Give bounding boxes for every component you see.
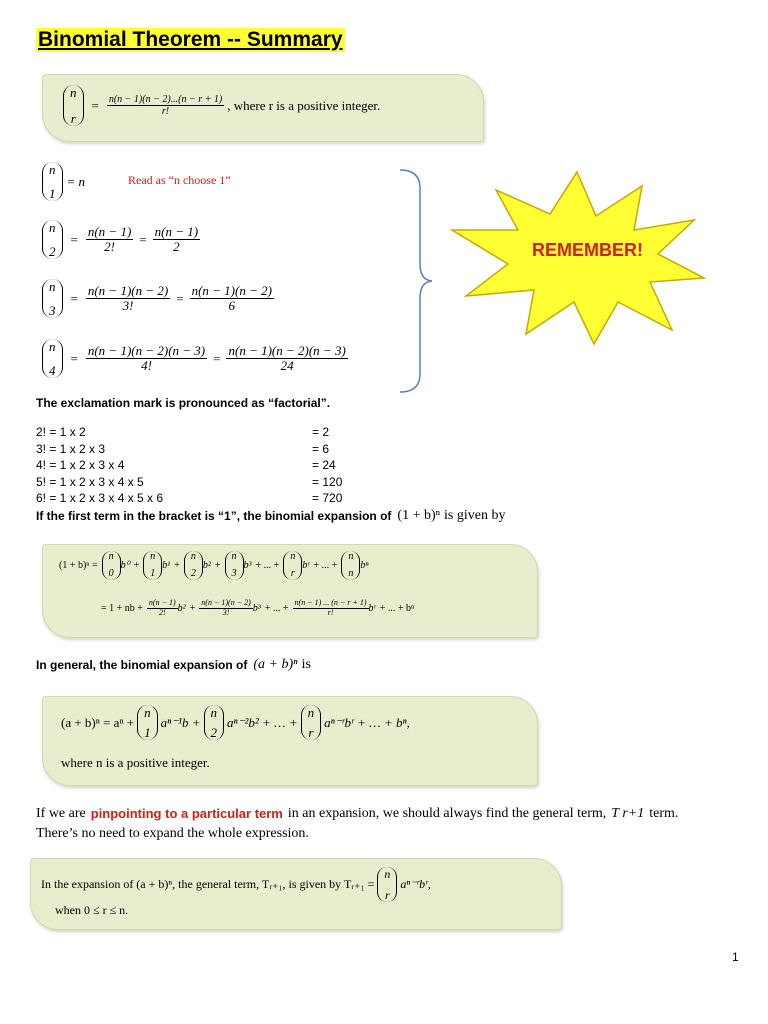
expansion-box-1 — [42, 544, 538, 638]
expansion-1-line-2: = 1 + nb + $\frac{n(n - 1)}{2!}$ b² + $\frac{n(n - 1)(n - 2)}{3!}$ b³ + ... + $\frac{n(n - 1) ... (n - r + 1)}{r!}$ bʳ + ... + bⁿ — [101, 598, 415, 617]
factorial-row: 2! = 1 x 2 = 2 — [36, 425, 330, 439]
expansion-1-line-1: (1 + b)ⁿ = n 0 b⁰ + n 1 b¹ + n 2 b² + n 3 b³ + ... + n r bʳ + ... + n n bⁿ — [59, 551, 369, 579]
choose-1-row: n 1 = n — [42, 162, 85, 201]
factorial-row: 4! = 1 x 2 x 3 x 4 = 24 — [36, 458, 336, 472]
definition-fraction: $\frac{n(n - 1)(n - 2)...(n - r + 1)}{r!}$ — [108, 94, 223, 118]
factorial-row: 3! = 1 x 2 x 3 = 6 — [36, 441, 330, 456]
expansion-2-line-2: where n is a positive integer. — [61, 755, 210, 770]
expansion-box-2 — [42, 696, 538, 786]
general-term-line-1: In the expansion of (a + b)ⁿ, the general term, Tᵣ₊₁, is given by Tᵣ₊₁ = n r aⁿ⁻ʳbʳ, — [41, 867, 431, 902]
curly-brace — [398, 168, 434, 394]
definition-suffix: , where r is a positive integer. — [227, 97, 381, 113]
choose-3-row: n 3 = $\frac{n(n - 1)(n - 2)}{3!}$ = $\frac{n(n - 1)(n - 2)}{6}$ — [42, 279, 274, 318]
page-title: Binomial Theorem -- Summary — [38, 28, 343, 51]
choose-4-row: n 4 = $\frac{n(n - 1)(n - 2)(n - 3)}{4!}$ = $\frac{n(n - 1)(n - 2)(n - 3)}{24}$ — [42, 339, 348, 378]
remember-label: REMEMBER! — [532, 240, 643, 260]
general-sentence: In general, the binomial expansion of (a + b)ⁿ is — [36, 657, 311, 672]
pinpoint-paragraph: If we are pinpointing to a particular term in an expansion, we should always find the general term, T r+1 term. There’s no need to expand the whole expression. — [36, 806, 679, 841]
general-term-symbol: T r+1 — [611, 806, 645, 821]
factorial-list — [36, 424, 396, 507]
choose-note: Read as “n choose 1” — [128, 173, 231, 187]
factorial-row: 5! = 1 x 2 x 3 x 4 x 5 = 120 — [36, 474, 343, 489]
definition-box: n r = $\frac{n(n - 1)(n - 2)...(n - r + 1)}{r!}$ , where r is a positive integer. — [42, 74, 484, 142]
general-term-box — [30, 858, 562, 930]
factorial-intro: The exclamation mark is pronounced as “factorial”. — [36, 396, 331, 410]
binomial-coefficient: n r — [63, 85, 84, 126]
general-term-line-2: when 0 ≤ r ≤ n. — [55, 903, 129, 917]
factorial-row: 6! = 1 x 2 x 3 x 4 x 5 x 6 = 720 — [36, 491, 343, 505]
first-term-sentence: If the first term in the bracket is “1”, the binomial expansion of (1 + b)ⁿ is given by — [36, 508, 506, 523]
choose-2-row: n 2 = $\frac{n(n - 1)}{2!}$ = $\frac{n(n - 1)}{2}$ — [42, 220, 200, 259]
pinpoint-highlight: pinpointing to a particular term — [90, 806, 283, 821]
page-number: 1 — [732, 950, 739, 964]
expansion-2-line-1: (a + b)ⁿ = aⁿ + n 1 aⁿ⁻¹b + n 2 aⁿ⁻²b² + … + n r aⁿ⁻ʳbʳ + … + bⁿ, — [61, 705, 410, 740]
